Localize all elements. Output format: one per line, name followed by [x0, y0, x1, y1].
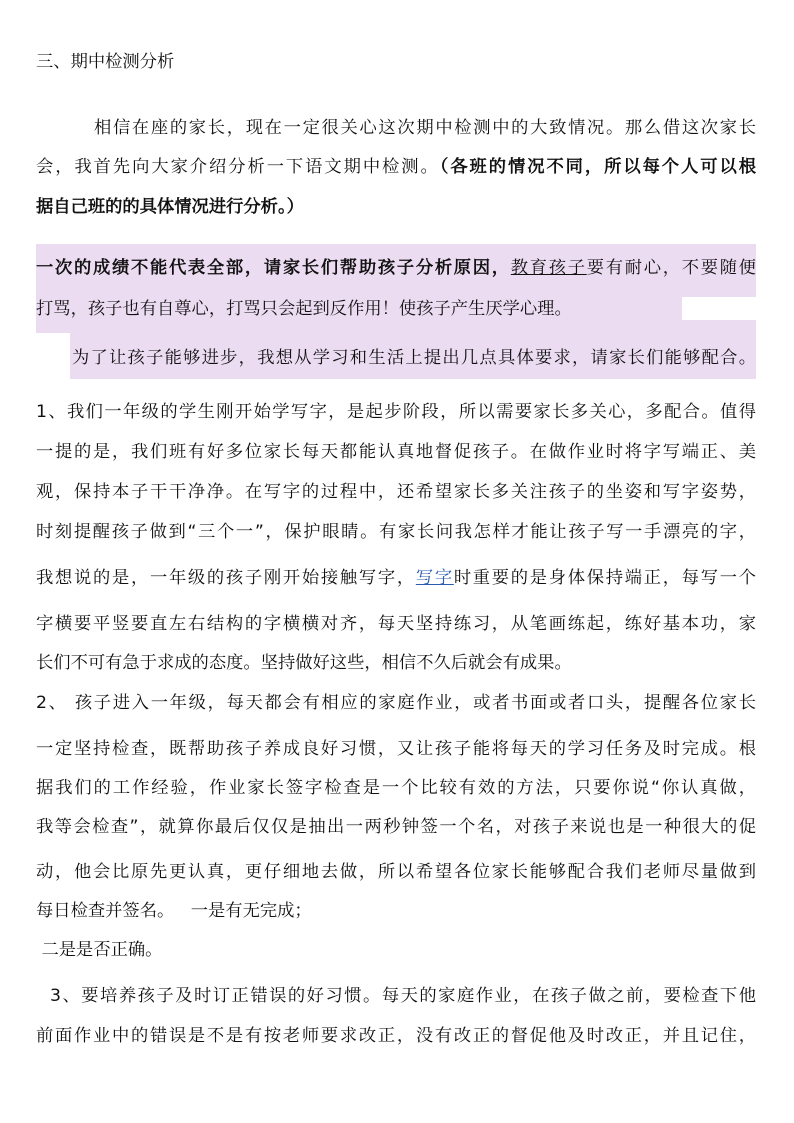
item-2-line-1: 2、 孩子进入一年级，每天都会有相应的家庭作业，或者书面或者口头，提醒各位家长	[36, 693, 756, 713]
intro-line-2-plain: 会，我首先向大家介绍分析一下语文期中检测。	[36, 157, 440, 177]
highlight-line-2: 打骂，孩子也有自尊心，打骂只会起到反作用！使孩子产生厌学心理。	[36, 299, 572, 319]
highlight-line-3: 为了让孩子能够进步，我想从学习和生活上提出几点具体要求，请家长们能够配合。	[72, 348, 756, 368]
item-2-line-5: 动，他会比原先更认真，更仔细地去做，所以希望各位家长能够配合我们老师尽量做到	[36, 862, 756, 882]
item-1-line-3: 观，保持本子干干净净。在写字的过程中，还希望家长多关注孩子的坐姿和写字姿势，	[36, 482, 756, 502]
highlight-line-1-rest: 要有耐心，不要随便	[586, 258, 756, 278]
item-1-line-7: 长们不可有急于求成的态度。坚持做好这些，相信不久后就会有成果。	[36, 653, 572, 673]
item-1-line-5	[36, 566, 756, 590]
section-heading: 三、期中检测分析	[36, 52, 175, 72]
intro-line-1: 相信在座的家长，现在一定很关心这次期中检测中的大致情况。那么借这次家长	[94, 118, 756, 138]
item-2-line-4: 我等会检查”，就算你最后仅仅是抽出一两秒钟签一个名，对孩子来说也是一种很大的促	[36, 817, 756, 837]
intro-line-3: 据自己班的的具体情况进行分析。）	[36, 197, 304, 217]
item-1-line-4: 时刻提醒孩子做到“三个一”，保护眼睛。有家长问我怎样才能让孩子写一手漂亮的字，	[36, 522, 756, 542]
item-2-line-2: 一定坚持检查，既帮助孩子养成良好习惯，又让孩子能将每天的学习任务及时完成。根	[36, 739, 756, 759]
intro-line-2-bold: （各班的情况不同，所以每个人可以根	[439, 157, 756, 177]
item-3-line-2: 前面作业中的错误是不是有按老师要求改正，没有改正的督促他及时改正，并且记住，	[36, 1026, 756, 1046]
item-1-line-6: 字横要平竖要直左右结构的字横横对齐，每天坚持练习，从笔画练起，练好基本功，家	[36, 614, 756, 634]
highlight-line-1-bold: 一次的成绩不能代表全部，请家长们帮助孩子分析原因，	[36, 258, 511, 278]
highlight-indent-gap	[36, 333, 70, 379]
item-2-line-3: 据我们的工作经验，作业家长签字检查是一个比较有效的方法，只要你说“你认真做，	[36, 778, 756, 798]
item-3-line-1: 3、要培养孩子及时订正错误的好习惯。每天的家庭作业，在孩子做之前，要检查下他	[36, 986, 756, 1006]
item-1-line-5-a: 我想说的是，一年级的孩子刚开始接触写字，	[36, 568, 416, 588]
item-2-line-6: 每日检查并签名。 一是有无完成；	[36, 901, 312, 921]
highlight-notch	[682, 297, 756, 320]
item-1-line-1: 1、我们一年级的学生刚开始学写字，是起步阶段，所以需要家长多关心，多配合。值得	[36, 402, 756, 422]
item-2-line-7: 二是是否正确。	[36, 940, 163, 960]
highlight-underlined-phrase: 教育孩子	[510, 258, 587, 278]
highlight-line-1	[36, 256, 756, 280]
item-1-line-5-b: 时重要的是身体保持端正，每写一个	[453, 568, 756, 588]
write-link[interactable]: 写字	[415, 568, 454, 588]
intro-line-2	[36, 155, 756, 179]
item-1-line-2: 一提的是，我们班有好多位家长每天都能认真地督促孩子。在做作业时将字写端正、美	[36, 442, 756, 462]
